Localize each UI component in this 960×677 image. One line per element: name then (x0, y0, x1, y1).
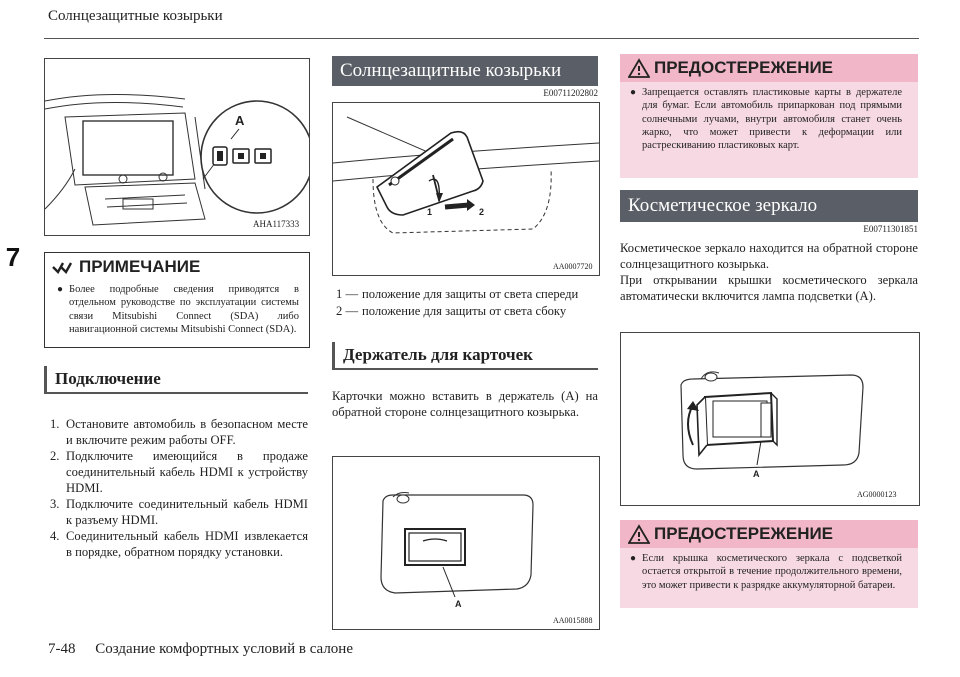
callout-A: A (753, 469, 760, 479)
section-code: E00711202802 (543, 88, 598, 98)
figure-hdmi-port (44, 58, 310, 236)
figure-card-holder (332, 456, 600, 630)
warning-text: Если крышка косметического зеркала с подсветкой остается открытой в течение продолжительного времени, это может привести к разрядке аккумуляторной батареи. (642, 553, 902, 591)
note-title-row (51, 257, 309, 277)
step-text: Остановите автомобиль в безопасном месте и включите режим работы OFF. (66, 417, 308, 447)
section-heading-text: Подключение (55, 369, 161, 388)
step-item (50, 416, 308, 448)
checkmark-icon (51, 259, 73, 275)
note-text: Более подробные сведения приводятся в отдельном руководстве по эксплуатации системы связи Mitsubishi Connect (SDA) либо навигационной системы Mitsubishi Connect (SDA). (69, 284, 299, 335)
chapter-tab: 7 (0, 240, 26, 274)
legend-number: 1 — (336, 287, 359, 301)
section-heading-sun-visors (332, 56, 598, 86)
legend-item (336, 303, 598, 320)
page-number: 7-48 (48, 641, 76, 657)
step-text: Подключите соединительный кабель HDMI к разъему HDMI. (66, 497, 308, 527)
callout-A: A (455, 599, 462, 609)
page-footer (48, 641, 353, 658)
note-box (44, 252, 310, 348)
warning-title-row (620, 58, 833, 78)
connection-steps (50, 416, 308, 560)
section-heading-card-holder (332, 342, 598, 370)
legend-text: положение для защиты от света сбоку (362, 304, 567, 318)
figure-code: AA0007720 (553, 262, 593, 271)
step-number: 2. (50, 449, 60, 463)
figure-code: AHA117333 (253, 219, 300, 229)
warning-bullet (630, 86, 902, 152)
sun-visor-illustration (333, 103, 599, 275)
bullet-dot: ● (630, 553, 637, 564)
card-holder-illustration (333, 457, 599, 629)
bullet-dot: ● (630, 87, 637, 98)
figure-code: AG0000123 (857, 490, 897, 499)
note-title: ПРИМЕЧАНИЕ (79, 257, 201, 276)
warning-box-battery (620, 520, 918, 608)
step-number: 3. (50, 497, 60, 511)
step-item (50, 448, 308, 496)
bullet-dot: ● (57, 284, 64, 295)
section-heading-vanity-mirror (620, 190, 918, 222)
callout-A: A (235, 113, 245, 128)
card-holder-text: Карточки можно вставить в держатель (A) на обратной стороне солнцезащитного козырька. (332, 389, 598, 419)
warning-title-row (620, 524, 833, 544)
footer-section-title: Создание комфортных условий в салоне (95, 641, 353, 657)
legend-text: положение для защиты от света спереди (362, 287, 579, 301)
warning-title-bar (620, 520, 918, 548)
note-bullet (57, 283, 299, 336)
step-item (50, 496, 308, 528)
step-item (50, 528, 308, 560)
header-divider (44, 38, 919, 39)
section-heading-text: Солнцезащитные козырьки (340, 60, 562, 81)
vanity-mirror-paragraph-2: При открывании крышки косметического зеркала автоматически включится лампа подсветки (A). (620, 273, 918, 303)
warning-box-cards (620, 54, 918, 178)
figure-vanity-mirror (620, 332, 920, 506)
vanity-mirror-text (620, 240, 918, 304)
step-text: Подключите имеющийся в продаже соединительный кабель HDMI к устройству HDMI. (66, 449, 308, 495)
legend-number: 2 — (336, 304, 359, 318)
section-heading-text: Держатель для карточек (343, 345, 533, 364)
hdmi-port-illustration (45, 59, 309, 235)
warning-bullet (630, 552, 902, 592)
page-header-title: Солнцезащитные козырьки (48, 8, 223, 24)
section-heading-text: Косметическое зеркало (628, 195, 818, 216)
step-text: Соединительный кабель HDMI извлекается в порядке, обратном порядку установки. (66, 529, 308, 559)
callout-1: 1 (427, 207, 433, 217)
warning-title-bar (620, 54, 918, 82)
warning-triangle-icon (628, 58, 650, 78)
vanity-mirror-illustration (621, 333, 919, 505)
vanity-mirror-paragraph-1: Косметическое зеркало находится на обратной стороне солнцезащитного козырька. (620, 241, 918, 271)
warning-title: ПРЕДОСТЕРЕЖЕНИЕ (654, 524, 834, 543)
legend-item (336, 286, 598, 303)
figure-code: AA0015888 (553, 616, 593, 625)
warning-text: Запрещается оставлять пластиковые карты в держателе для бумаг. Если автомобиль припаркован под прямыми солнечными лучами, внутри автомобиля станет очень жарко, что может привести к деформации или растрескиванию пластиковых карт. (642, 87, 902, 152)
callout-2: 2 (479, 207, 485, 217)
warning-triangle-icon (628, 524, 650, 544)
step-number: 4. (50, 529, 60, 543)
figure-sun-visor (332, 102, 600, 276)
visor-legend (336, 286, 598, 320)
section-heading-connection (44, 366, 308, 394)
step-number: 1. (50, 417, 60, 431)
warning-title: ПРЕДОСТЕРЕЖЕНИЕ (654, 58, 834, 77)
section-code: E00711301851 (863, 224, 918, 234)
